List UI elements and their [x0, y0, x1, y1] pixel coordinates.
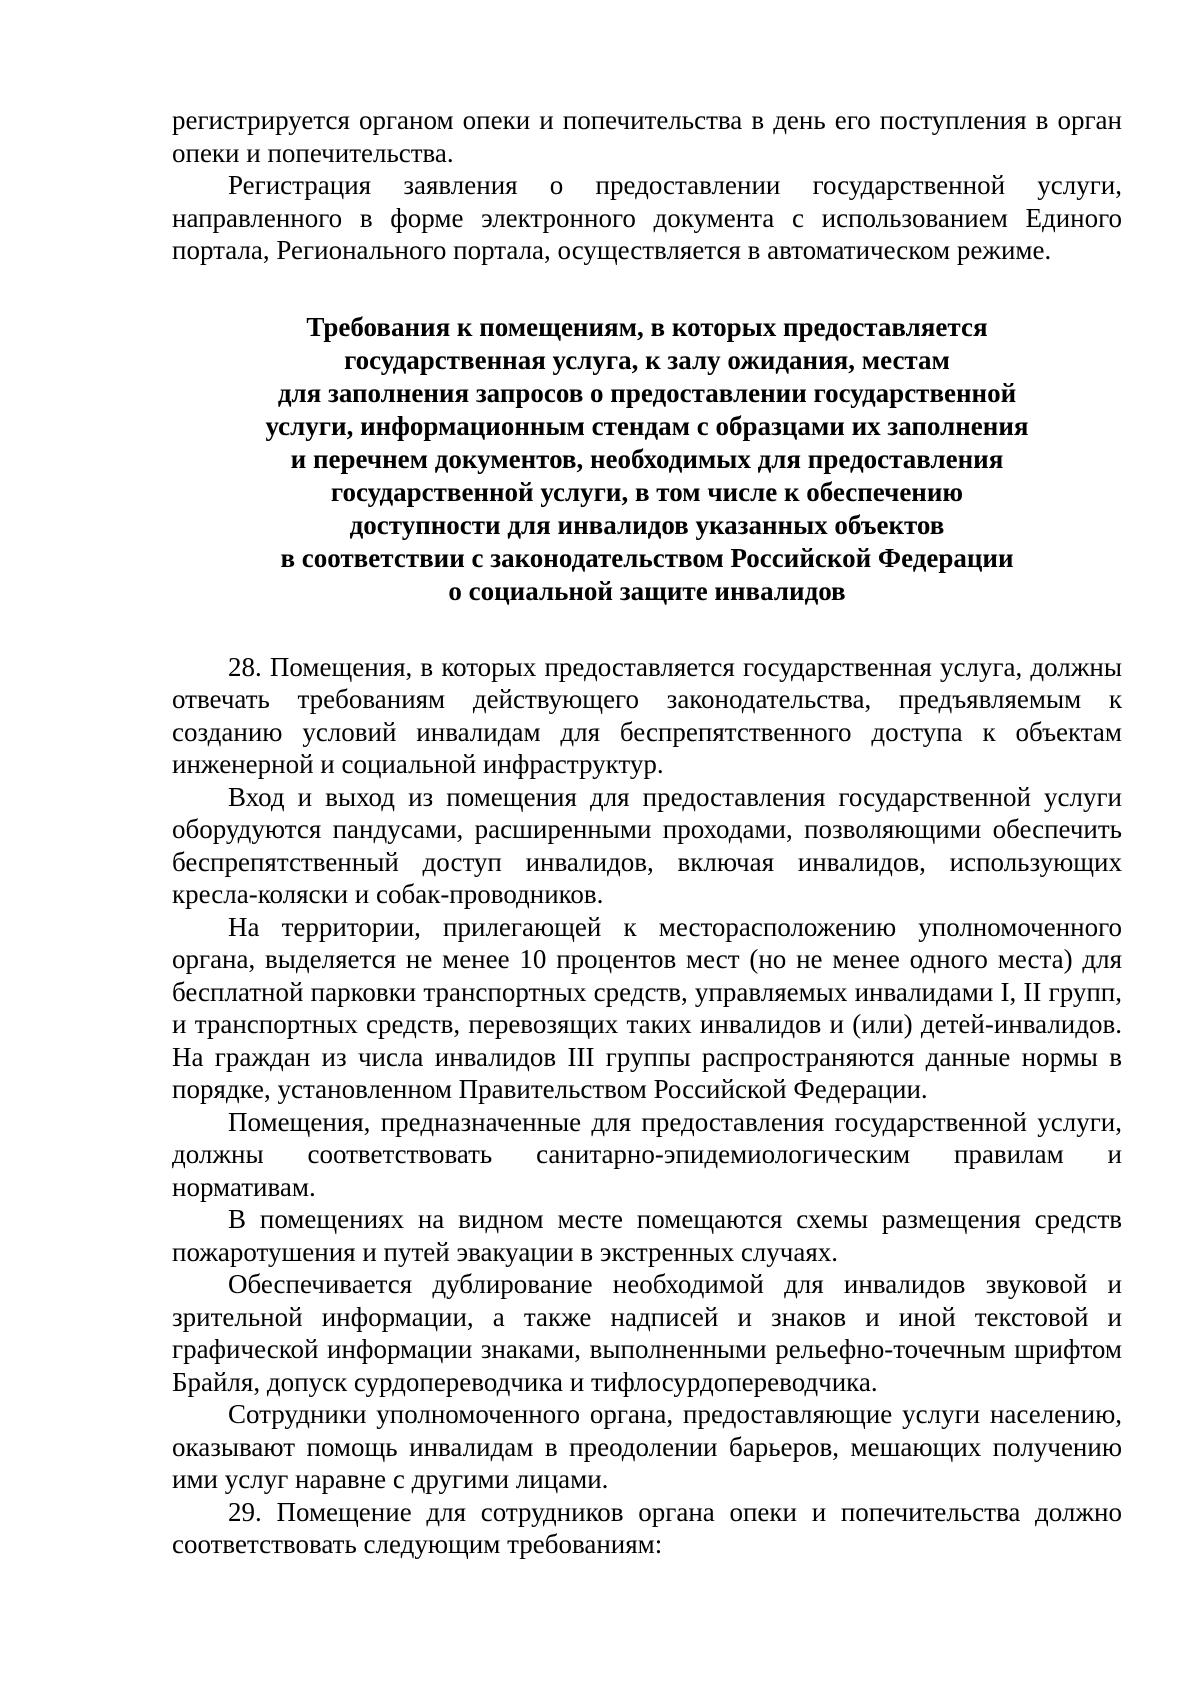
paragraph-staff-assistance: Сотрудники уполномоченного органа, предоставляющие услуги населению, оказывают помощь инвалидам в преодолении барьеров, мешающих получению ими услуг наравне с другими лицами. — [172, 1399, 1122, 1494]
paragraph-registration: Регистрация заявления о предоставлении государственной услуги, направленного в форме электронного документа с использованием Единого портала, Регионального портала, осуществляется в автоматическом режиме. — [172, 170, 1122, 265]
paragraph-evacuation: В помещениях на видном месте помещаются схемы размещения средств пожаротушения и путей эвакуации в экстренных случаях. — [172, 1204, 1122, 1267]
paragraph-29-staff-room: 29. Помещение для сотрудников органа опеки и попечительства должно соответствовать следующим требованиям: — [172, 1496, 1122, 1559]
section-heading — [172, 311, 1122, 608]
paragraph-parking: На территории, прилегающей к месторасположению уполномоченного органа, выделяется не менее 10 процентов мест (но не менее одного места) для бесплатной парковки транспортных средств, управляемых инвалидами I, II групп, и транспортных средств, перевозящих таких инвалидов и (или) детей-инвалидов. На граждан из числа инвалидов III группы распространяются данные нормы в порядке, установленном Правительством Российской Федерации. — [172, 911, 1122, 1104]
heading-line: о социальной защите инвалидов — [448, 575, 846, 606]
heading-line: доступности для инвалидов указанных объектов — [349, 509, 945, 540]
heading-line: для заполнения запросов о предоставлении государственной — [277, 377, 1017, 408]
document-page — [172, 104, 1122, 1561]
heading-line: в соответствии с законодательством Российской Федерации — [280, 542, 1014, 573]
paragraph-entrance-exit: Вход и выход из помещения для предоставления государственной услуги оборудуются пандусами, расширенными проходами, позволяющими обеспечить беспрепятственный доступ инвалидов, включая инвалидов, использующих кресла-коляски и собак-проводников. — [172, 781, 1122, 909]
heading-line: услуги, информационным стендам с образцами их заполнения — [265, 410, 1029, 441]
heading-line: и перечнем документов, необходимых для предоставления — [290, 443, 1004, 474]
heading-line: государственной услуги, в том числе к обеспечению — [330, 476, 964, 507]
paragraph-sanitary: Помещения, предназначенные для предоставления государственной услуги, должны соответствовать санитарно-эпидемиологическим правилам и нормативам. — [172, 1106, 1122, 1202]
heading-line: государственная услуга, к залу ожидания, местам — [344, 344, 950, 375]
paragraph-continuation: регистрируется органом опеки и попечительства в день его поступления в орган опеки и попечительства. — [172, 105, 1122, 168]
paragraph-braille: Обеспечивается дублирование необходимой для инвалидов звуковой и зрительной информации, а также надписей и знаков и иной текстовой и графической информации знаками, выполненными рельефно-точечным шрифтом Брайля, допуск сурдопереводчика и тифлосурдопереводчика. — [172, 1269, 1122, 1397]
paragraph-28-premises: 28. Помещения, в которых предоставляется государственная услуга, должны отвечать требованиям действующего законодательства, предъявляемым к созданию условий инвалидам для беспрепятственного доступа к объектам инженерной и социальной инфраструктур. — [172, 651, 1122, 779]
heading-line: Требования к помещениям, в которых предоставляется — [306, 311, 988, 342]
